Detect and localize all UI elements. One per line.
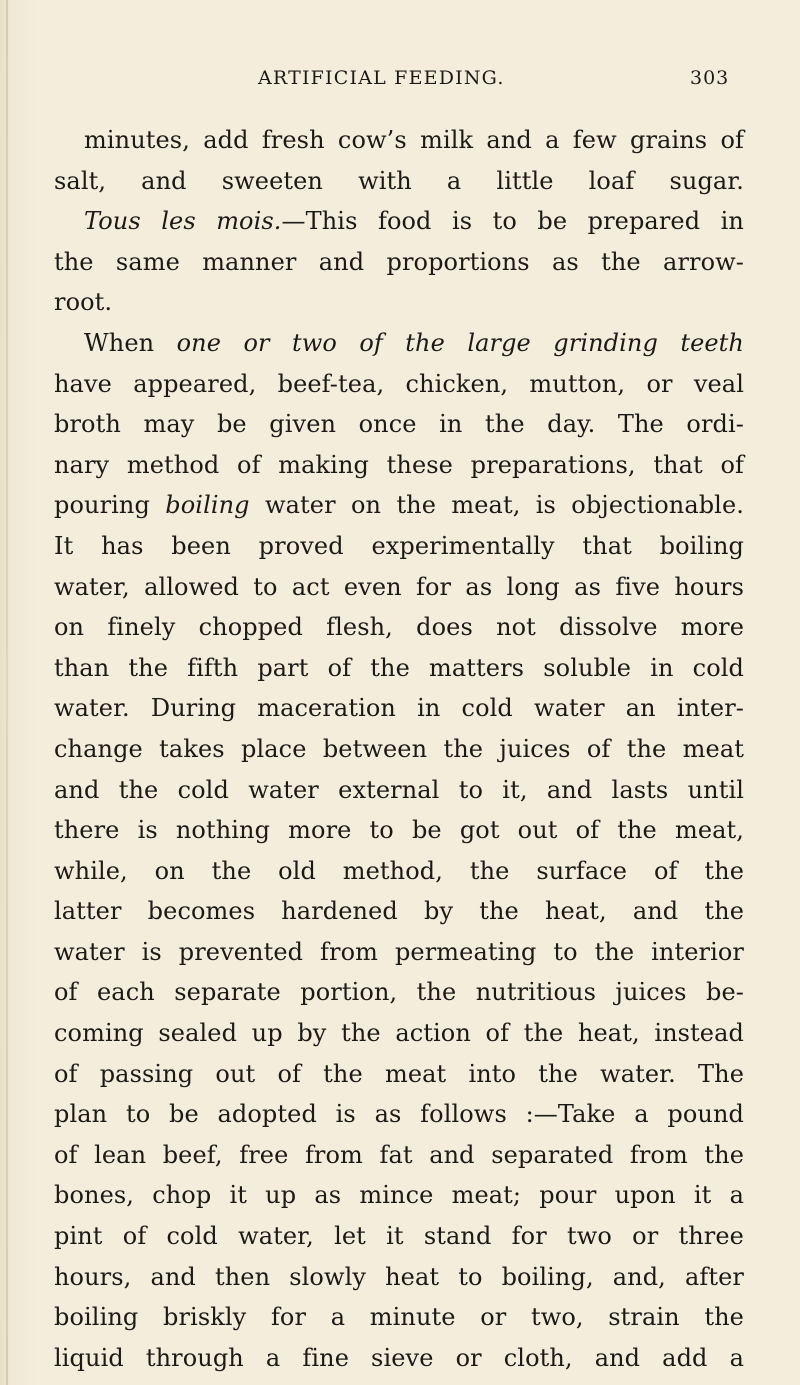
page-header bbox=[0, 63, 800, 93]
text-line: It has been proved experimentally that boiling bbox=[54, 531, 744, 560]
text-line: liquid through a fine sieve or cloth, and add a bbox=[54, 1343, 744, 1372]
text-line: of lean beef, free from fat and separated from the bbox=[54, 1140, 744, 1169]
text-line: latter becomes hardened by the heat, and the bbox=[54, 897, 744, 926]
text-line: Tous les mois.—This food is to be prepared in bbox=[84, 207, 744, 236]
text-line: bones, chop it up as mince meat; pour upon it a bbox=[54, 1181, 744, 1210]
text-line: pint of cold water, let it stand for two or three bbox=[54, 1222, 744, 1251]
text-line: hours, and then slowly heat to boiling, and, after bbox=[54, 1262, 744, 1291]
text-line: and the cold water external to it, and lasts until bbox=[54, 775, 744, 804]
text-line: water, allowed to act even for as long as five hours bbox=[54, 572, 744, 601]
text-line: than the fifth part of the matters soluble in cold bbox=[54, 653, 744, 682]
page-number: 303 bbox=[690, 67, 730, 89]
text-line: while, on the old method, the surface of the bbox=[54, 856, 744, 885]
text-line: there is nothing more to be got out of the meat, bbox=[54, 816, 744, 845]
text-line: broth may be given once in the day. The ordi- bbox=[54, 410, 744, 439]
text-line: pouring boiling water on the meat, is objectionable. bbox=[54, 491, 744, 520]
body-text bbox=[54, 120, 744, 1378]
text-line: salt, and sweeten with a little loaf sugar. bbox=[54, 166, 744, 195]
text-line: minutes, add fresh cow’s milk and a few grains of bbox=[84, 126, 744, 154]
binding-gutter bbox=[6, 0, 8, 1385]
text-line: coming sealed up by the action of the heat, instead bbox=[54, 1019, 744, 1048]
italic-text: one or two of the large grinding teeth bbox=[176, 328, 744, 357]
text-line: change takes place between the juices of the meat bbox=[54, 734, 744, 763]
text-line: of each separate portion, the nutritious juices be- bbox=[54, 978, 744, 1007]
text-line: boiling briskly for a minute or two, strain the bbox=[54, 1303, 744, 1332]
text-line: of passing out of the meat into the water. The bbox=[54, 1059, 744, 1088]
text-line: nary method of making these preparations, that of bbox=[54, 450, 744, 479]
text-line: on finely chopped flesh, does not dissolve more bbox=[54, 613, 744, 642]
text-line: the same manner and proportions as the arrow- bbox=[54, 247, 744, 276]
italic-text: Tous les mois. bbox=[84, 207, 282, 236]
text-line: have appeared, beef-tea, chicken, mutton, or veal bbox=[54, 369, 744, 398]
text-line: plan to be adopted is as follows :—Take a pound bbox=[54, 1100, 744, 1129]
running-head: ARTIFICIAL FEEDING. bbox=[258, 67, 505, 89]
text-line: root. bbox=[54, 288, 113, 317]
text-line: water is prevented from permeating to the interior bbox=[54, 937, 744, 966]
text-line: water. During maceration in cold water an inter- bbox=[54, 694, 744, 723]
italic-text: boiling bbox=[165, 491, 250, 520]
text-line: When one or two of the large grinding teeth bbox=[84, 328, 744, 357]
